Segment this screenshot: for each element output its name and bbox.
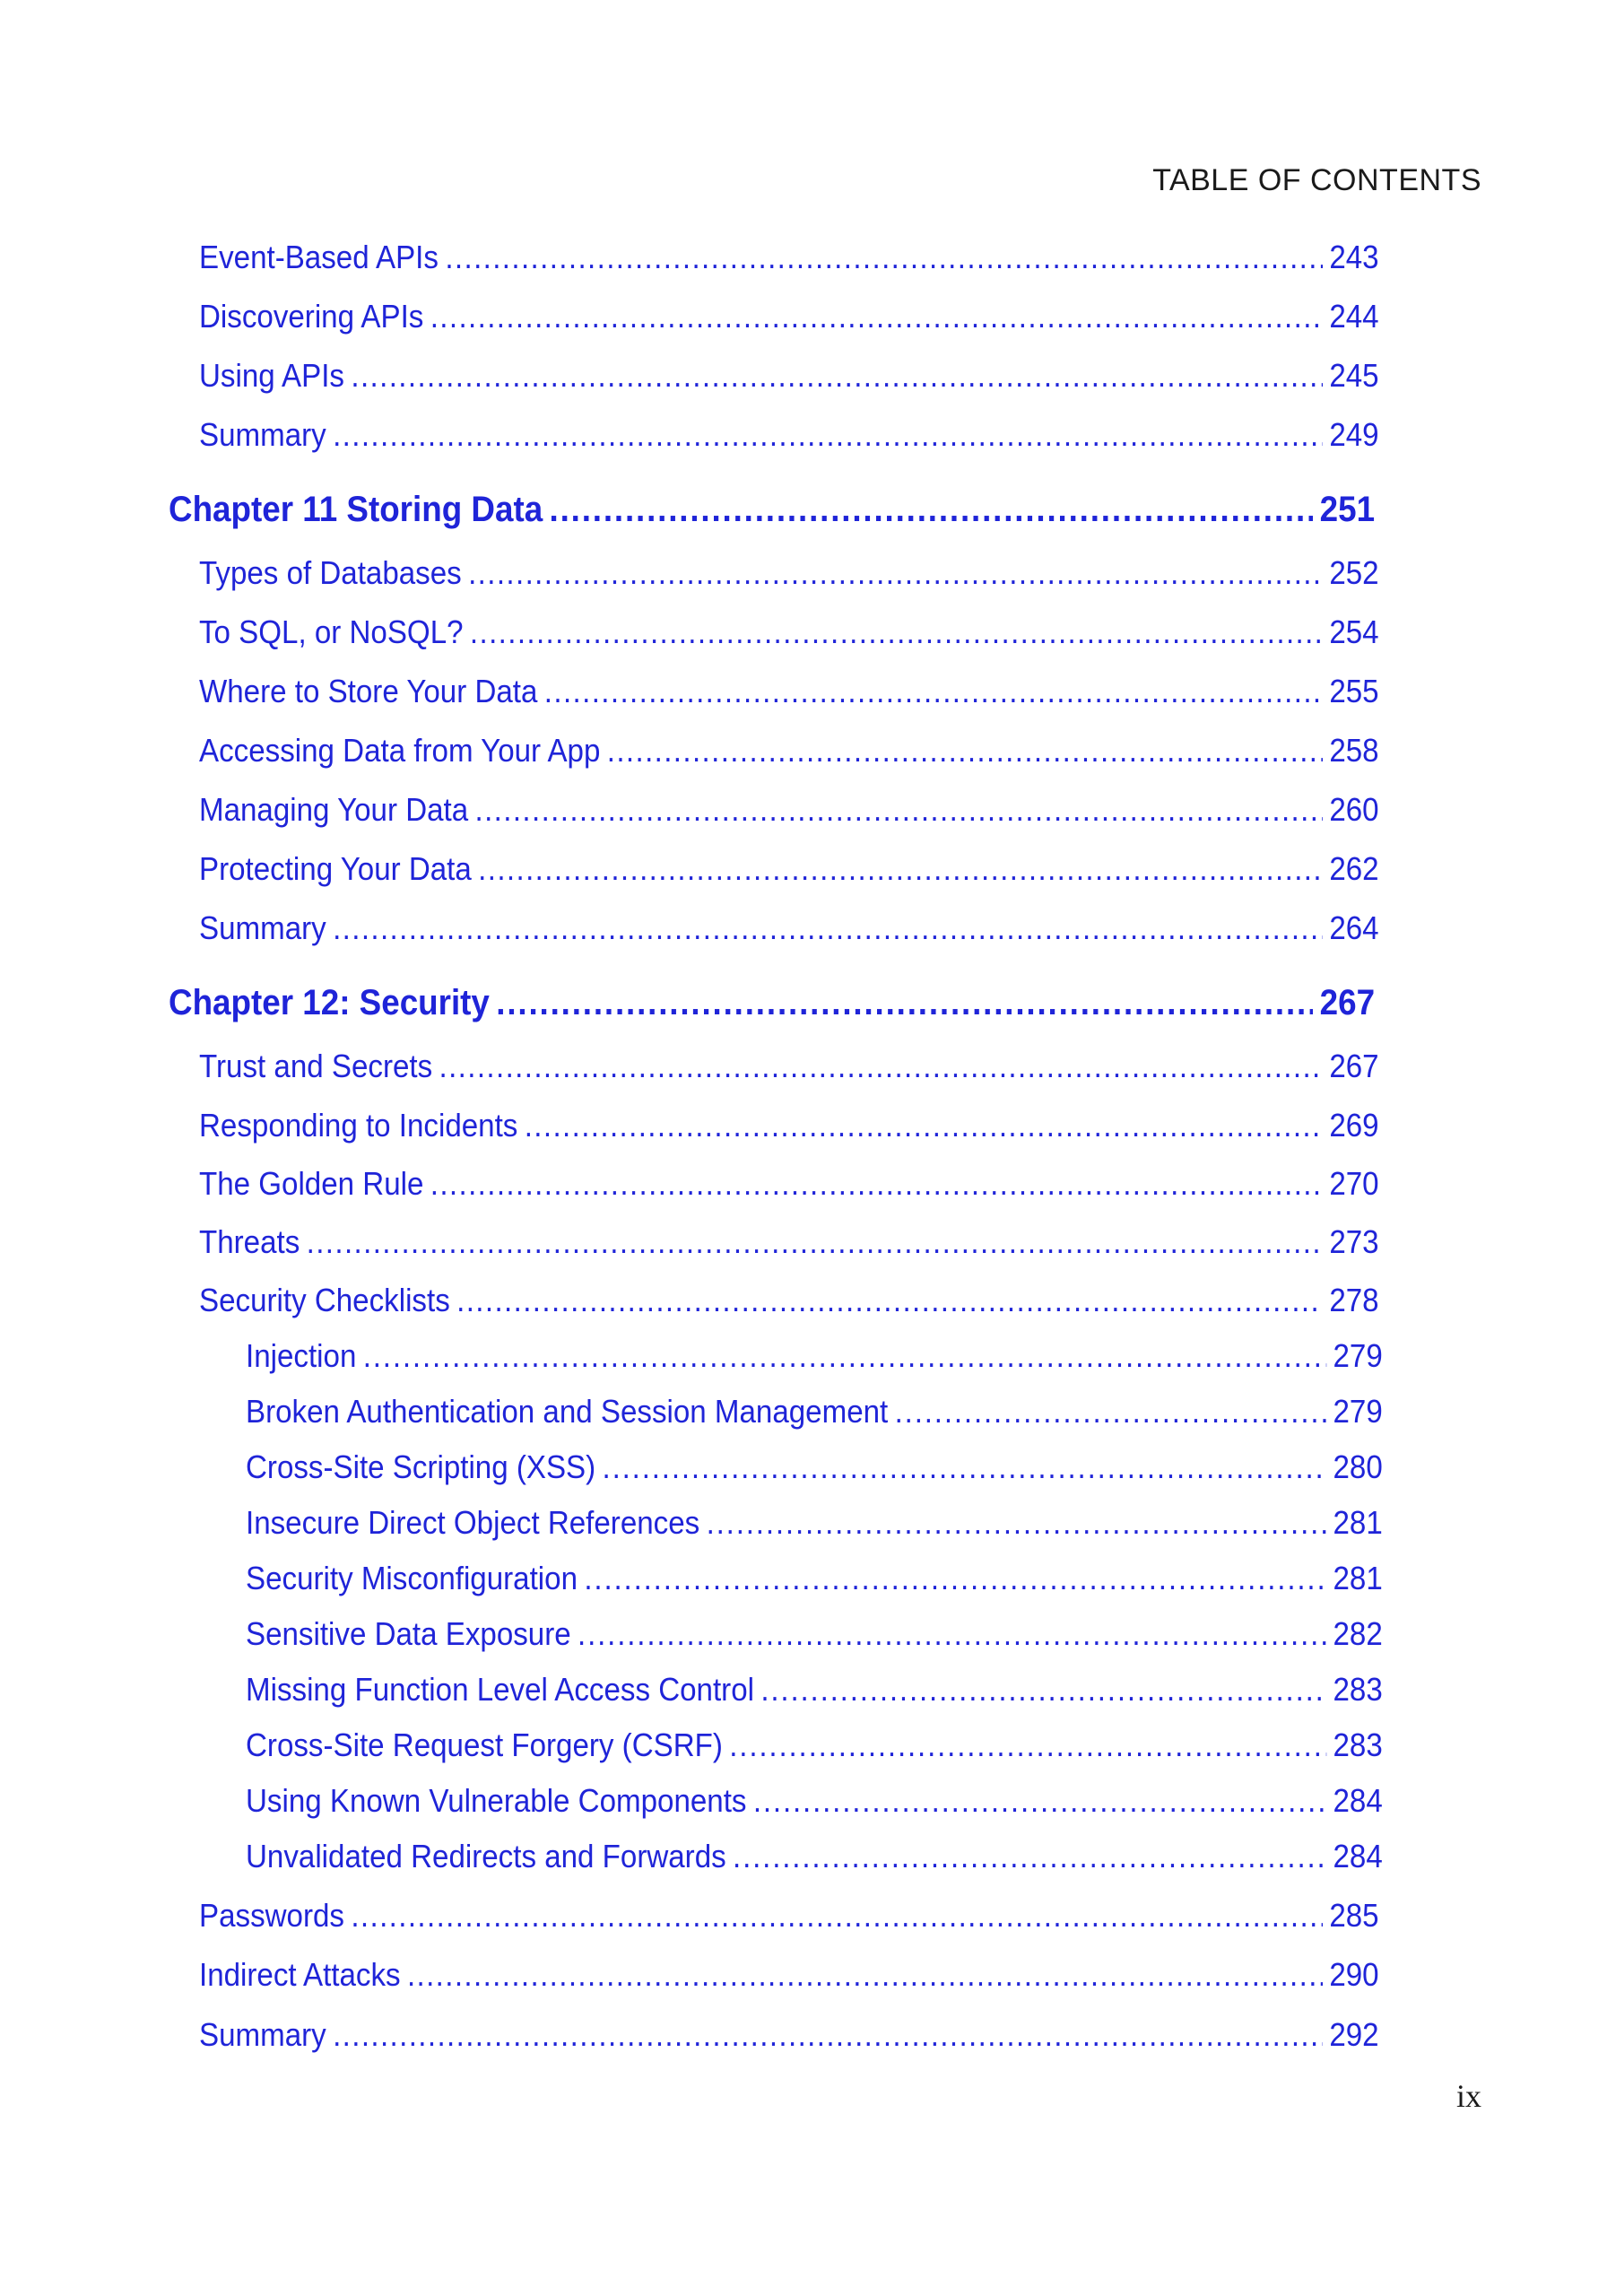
dot-leader bbox=[584, 1560, 1326, 1597]
toc-subentry[interactable] bbox=[246, 1504, 1383, 1542]
toc-entry-page: 269 bbox=[1329, 1107, 1379, 1144]
toc-entry-title: Security Checklists bbox=[199, 1282, 450, 1318]
toc-entry-page: 285 bbox=[1329, 1897, 1379, 1934]
toc-subentry[interactable] bbox=[246, 1337, 1383, 1375]
dot-leader bbox=[544, 673, 1323, 710]
toc-entry-title: Where to Store Your Data bbox=[199, 673, 538, 709]
toc-entry-page: 252 bbox=[1329, 554, 1379, 591]
page-number: ix bbox=[1455, 2078, 1481, 2114]
dot-leader bbox=[607, 732, 1323, 770]
dot-leader bbox=[729, 1726, 1326, 1764]
toc-subentry-title: Unvalidated Redirects and Forwards bbox=[246, 1838, 726, 1874]
toc-entry-page: 245 bbox=[1329, 357, 1379, 394]
toc-entry[interactable] bbox=[199, 1897, 1379, 1935]
toc-entry-title: Using APIs bbox=[199, 357, 345, 394]
toc-entry-title: Types of Databases bbox=[199, 554, 462, 591]
toc-entry-title: The Golden Rule bbox=[199, 1165, 424, 1202]
dot-leader bbox=[760, 1671, 1326, 1709]
dot-leader bbox=[733, 1838, 1326, 1875]
dot-leader bbox=[430, 1165, 1323, 1203]
toc-chapter-page: 251 bbox=[1319, 490, 1376, 529]
toc-entry[interactable] bbox=[199, 416, 1379, 454]
dot-leader bbox=[525, 1107, 1323, 1144]
toc-subentry-page: 279 bbox=[1333, 1393, 1383, 1430]
dot-leader bbox=[470, 613, 1323, 651]
dot-leader bbox=[753, 1782, 1326, 1820]
toc-entry-page: 264 bbox=[1329, 909, 1379, 946]
toc-entry-title: Summary bbox=[199, 416, 326, 453]
toc-subentry-page: 283 bbox=[1333, 1671, 1383, 1708]
toc-entry-page: 262 bbox=[1329, 850, 1379, 887]
toc-entry-title: Indirect Attacks bbox=[199, 1956, 401, 1993]
toc-entry[interactable] bbox=[199, 298, 1379, 335]
toc-entry[interactable] bbox=[199, 732, 1379, 770]
toc-entry[interactable] bbox=[199, 1048, 1379, 1085]
toc-chapter-title: Chapter 12: Security bbox=[169, 983, 490, 1022]
toc-chapter-entry[interactable] bbox=[169, 490, 1375, 530]
toc-entry[interactable] bbox=[199, 1282, 1379, 1319]
toc-chapter-page: 267 bbox=[1319, 983, 1376, 1022]
toc-subentry-page: 282 bbox=[1333, 1615, 1383, 1652]
toc-subentry[interactable] bbox=[246, 1393, 1383, 1431]
dot-leader bbox=[430, 298, 1323, 335]
toc-subentry[interactable] bbox=[246, 1726, 1383, 1764]
toc-entry[interactable] bbox=[199, 239, 1379, 276]
dot-leader bbox=[333, 909, 1323, 947]
toc-entry-title: Accessing Data from Your App bbox=[199, 732, 601, 769]
toc-entry[interactable] bbox=[199, 1223, 1379, 1261]
toc-entry-title: To SQL, or NoSQL? bbox=[199, 613, 464, 650]
toc-entry-page: 267 bbox=[1329, 1048, 1379, 1084]
dot-leader bbox=[550, 490, 1314, 530]
toc-subentry-page: 284 bbox=[1333, 1782, 1383, 1819]
toc-entry-title: Passwords bbox=[199, 1897, 344, 1934]
toc-subentry[interactable] bbox=[246, 1615, 1383, 1653]
dot-leader bbox=[475, 791, 1323, 829]
toc-subentry-page: 283 bbox=[1333, 1726, 1383, 1763]
toc-entry-page: 270 bbox=[1329, 1165, 1379, 1202]
toc-entry[interactable] bbox=[199, 1956, 1379, 1994]
running-head: TABLE OF CONTENTS bbox=[1152, 163, 1481, 197]
dot-leader bbox=[478, 850, 1323, 888]
dot-leader bbox=[895, 1393, 1327, 1431]
toc-entry[interactable] bbox=[199, 357, 1379, 395]
toc-subentry-page: 284 bbox=[1333, 1838, 1383, 1874]
toc-entry-page: 254 bbox=[1329, 613, 1379, 650]
toc-subentry-page: 280 bbox=[1333, 1448, 1383, 1485]
toc-entry-page: 243 bbox=[1329, 239, 1379, 275]
toc-entry-title: Event-Based APIs bbox=[199, 239, 439, 275]
toc-entry-page: 255 bbox=[1329, 673, 1379, 709]
toc-entry[interactable] bbox=[199, 1107, 1379, 1144]
dot-leader bbox=[496, 983, 1313, 1023]
dot-leader bbox=[707, 1504, 1327, 1542]
dot-leader bbox=[333, 2016, 1323, 2054]
toc-subentry[interactable] bbox=[246, 1838, 1383, 1875]
dot-leader bbox=[351, 357, 1323, 395]
toc-subentry[interactable] bbox=[246, 1671, 1383, 1709]
dot-leader bbox=[578, 1615, 1326, 1653]
toc-subentry-title: Cross-Site Request Forgery (CSRF) bbox=[246, 1726, 723, 1763]
toc-subentry-title: Broken Authentication and Session Management bbox=[246, 1393, 889, 1430]
toc-subentry-title: Missing Function Level Access Control bbox=[246, 1671, 754, 1708]
toc-entry-page: 292 bbox=[1329, 2016, 1379, 2053]
toc-chapter-entry[interactable] bbox=[169, 983, 1375, 1023]
dot-leader bbox=[445, 239, 1323, 276]
toc-subentry-title: Using Known Vulnerable Components bbox=[246, 1782, 747, 1819]
dot-leader bbox=[333, 416, 1323, 454]
toc-entry[interactable] bbox=[199, 673, 1379, 710]
toc-subentry[interactable] bbox=[246, 1782, 1383, 1820]
toc-entry[interactable] bbox=[199, 850, 1379, 888]
toc-subentry-title: Insecure Direct Object References bbox=[246, 1504, 700, 1541]
toc-entry-title: Summary bbox=[199, 2016, 326, 2053]
dot-leader bbox=[456, 1282, 1323, 1319]
dot-leader bbox=[468, 554, 1323, 592]
dot-leader bbox=[363, 1337, 1326, 1375]
toc-entry-page: 273 bbox=[1329, 1223, 1379, 1260]
toc-subentry-page: 281 bbox=[1333, 1504, 1383, 1541]
dot-leader bbox=[351, 1897, 1323, 1935]
dot-leader bbox=[603, 1448, 1327, 1486]
toc-entry-page: 249 bbox=[1329, 416, 1379, 453]
toc-entry[interactable] bbox=[199, 1165, 1379, 1203]
toc-entry-title: Protecting Your Data bbox=[199, 850, 472, 887]
toc-entry-title: Threats bbox=[199, 1223, 300, 1260]
toc-entry-page: 290 bbox=[1329, 1956, 1379, 1993]
toc-entry-title: Discovering APIs bbox=[199, 298, 424, 335]
toc-entry-page: 258 bbox=[1329, 732, 1379, 769]
toc-entry-page: 278 bbox=[1329, 1282, 1379, 1318]
toc-entry[interactable] bbox=[199, 2016, 1379, 2054]
toc-subentry[interactable] bbox=[246, 1560, 1383, 1597]
toc-entry[interactable] bbox=[199, 791, 1379, 829]
toc-subentry-title: Injection bbox=[246, 1337, 357, 1374]
dot-leader bbox=[307, 1223, 1323, 1261]
toc-entry-title: Trust and Secrets bbox=[199, 1048, 433, 1084]
toc-subentry-page: 281 bbox=[1333, 1560, 1383, 1596]
dot-leader bbox=[439, 1048, 1323, 1085]
toc-entry[interactable] bbox=[199, 554, 1379, 592]
toc-subentry[interactable] bbox=[246, 1448, 1383, 1486]
toc-entry-page: 244 bbox=[1329, 298, 1379, 335]
toc-subentry-title: Security Misconfiguration bbox=[246, 1560, 578, 1596]
toc-entry-page: 260 bbox=[1329, 791, 1379, 828]
toc-entry-title: Managing Your Data bbox=[199, 791, 469, 828]
toc-entry-title: Summary bbox=[199, 909, 326, 946]
toc-entry[interactable] bbox=[199, 909, 1379, 947]
toc-subentry-page: 279 bbox=[1333, 1337, 1383, 1374]
toc-subentry-title: Sensitive Data Exposure bbox=[246, 1615, 571, 1652]
toc-chapter-title: Chapter 11 Storing Data bbox=[169, 490, 543, 529]
toc-entry-title: Responding to Incidents bbox=[199, 1107, 518, 1144]
toc-subentry-title: Cross-Site Scripting (XSS) bbox=[246, 1448, 596, 1485]
toc-entry[interactable] bbox=[199, 613, 1379, 651]
dot-leader bbox=[407, 1956, 1323, 1994]
